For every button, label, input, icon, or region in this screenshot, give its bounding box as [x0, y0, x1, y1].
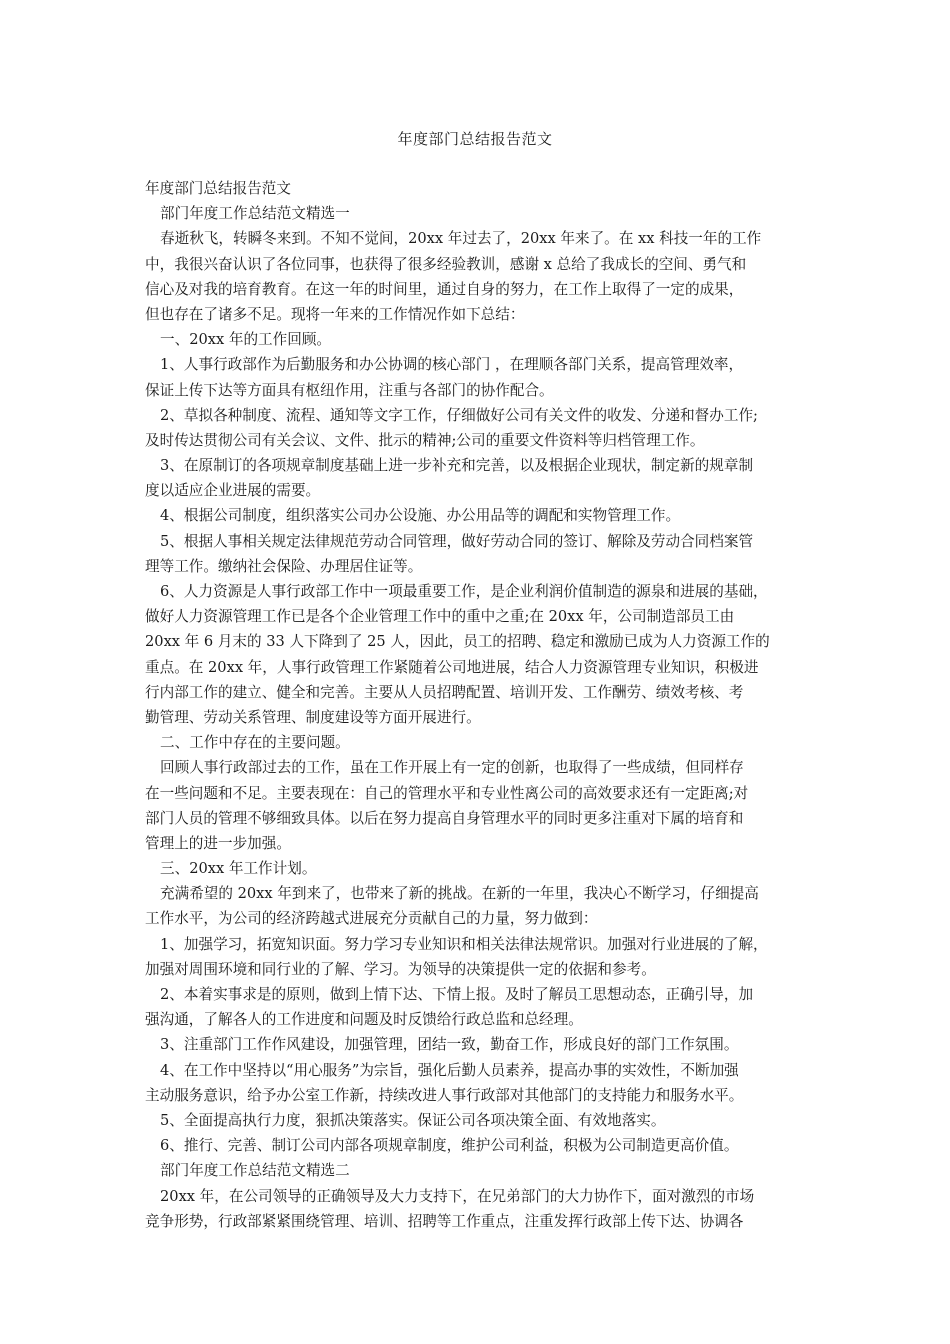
- paragraph-line: 强沟通，了解各人的工作进度和问题及时反馈给行政总监和总经理。: [145, 1011, 583, 1029]
- paragraph-line: 中，我很兴奋认识了各位同事，也获得了很多经验教训，感谢 x 总给了我成长的空间、勇气和: [145, 255, 747, 273]
- paragraph-line: 3、注重部门工作作风建设，加强管理，团结一致，勤奋工作，形成良好的部门工作氛围。: [160, 1036, 739, 1054]
- paragraph-line: 勤管理、劳动关系管理、制度建设等方面开展进行。: [145, 708, 481, 726]
- paragraph-line: 主动服务意识，给予办公室工作新，持续改进人事行政部对其他部门的支持能力和服务水平。: [145, 1086, 744, 1104]
- paragraph-line: 理等工作。缴纳社会保险、办理居住证等。: [145, 557, 423, 575]
- paragraph-line: 回顾人事行政部过去的工作，虽在工作开展上有一定的创新，也取得了一些成绩，但同样存: [160, 759, 744, 777]
- paragraph-line: 5、根据人事相关规定法律规范劳动合同管理，做好劳动合同的签订、解除及劳动合同档案管: [160, 532, 754, 550]
- paragraph-line: 1、人事行政部作为后勤服务和办公协调的核心部门 ，在理顺各部门关系，提高管理效率，: [160, 356, 744, 374]
- paragraph-line: 2、本着实事求是的原则，做到上情下达、下情上报。及时了解员工思想动态，正确引导，加: [160, 986, 754, 1003]
- paragraph-line: 4、根据公司制度，组织落实公司办公设施、办公用品等的调配和实物管理工作。: [160, 507, 681, 525]
- paragraph-line: 20xx 年，在公司领导的正确领导及大力支持下，在兄弟部门的大力协作下，面对激烈的市场: [160, 1187, 755, 1205]
- paragraph-line: 重点。在 20xx 年，人事行政管理工作紧随着公司地进展，结合人力资源管理专业知识，积极进: [145, 658, 759, 676]
- paragraph-line: 6、人力资源是人事行政部工作中一项最重要工作，是企业利润价值制造的源泉和进展的基础，: [160, 583, 768, 600]
- paragraph-line: 在一些问题和不足。主要表现在：自己的管理水平和专业性离公司的高效要求还有一定距离;对: [145, 784, 749, 802]
- paragraph-line: 加强对周围环境和同行业的了解、学习。为领导的决策提供一定的依据和参考。: [145, 960, 656, 978]
- paragraph-line: 二、工作中存在的主要问题。: [160, 734, 350, 752]
- paragraph-line: 部门年度工作总结范文精选二: [160, 1162, 350, 1180]
- paragraph-line: 部门年度工作总结范文精选一: [160, 205, 350, 223]
- paragraph-line: 行内部工作的建立、健全和完善。主要从人员招聘配置、培训开发、工作酬劳、绩效考核、考: [145, 683, 744, 701]
- paragraph-line: 年度部门总结报告范文: [145, 180, 291, 197]
- paragraph-line: 部门人员的管理不够细致具体。以后在努力提高自身管理水平的同时更多注重对下属的培育和: [145, 809, 744, 827]
- paragraph-line: 及时传达贯彻公司有关会议、文件、批示的精神;公司的重要文件资料等归档管理工作。: [145, 431, 705, 449]
- document-body: [145, 176, 810, 1234]
- paragraph-line: 2、草拟各种制度、流程、通知等文字工作，仔细做好公司有关文件的收发、分递和督办工作;: [160, 406, 758, 424]
- paragraph-line: 春逝秋飞，转瞬冬来到。不知不觉间，20xx 年过去了，20xx 年来了。在 xx 科技一年的工作: [160, 230, 762, 248]
- paragraph-line: 充满希望的 20xx 年到来了，也带来了新的挑战。在新的一年里，我决心不断学习，仔细提高: [160, 885, 759, 903]
- paragraph-line: 1、加强学习，拓宽知识面。努力学习专业知识和相关法律法规常识。加强对行业进展的了解，: [160, 935, 768, 953]
- paragraph-line: 做好人力资源管理工作已是各个企业管理工作中的重中之重;在 20xx 年，公司制造部员工由: [145, 608, 735, 626]
- paragraph-line: 6、推行、完善、制订公司内部各项规章制度，维护公司利益，积极为公司制造更高价值。: [160, 1137, 739, 1155]
- paragraph-line: 工作水平，为公司的经济跨越式进展充分贡献自己的力量，努力做到：: [145, 910, 598, 928]
- paragraph-line: 20xx 年 6 月末的 33 人下降到了 25 人，因此，员工的招聘、稳定和激励已成为人力资源工作的: [145, 633, 770, 651]
- paragraph-line: 竞争形势，行政部紧紧围绕管理、培训、招聘等工作重点，注重发挥行政部上传下达、协调各: [145, 1212, 744, 1230]
- paragraph-line: 但也存在了诸多不足。现将一年来的工作情况作如下总结：: [145, 305, 525, 323]
- paragraph-line: 三、20xx 年工作计划。: [160, 860, 317, 878]
- paragraph-line: 管理上的进一步加强。: [145, 834, 291, 852]
- paragraph-line: 信心及对我的培育教育。在这一年的时间里，通过自身的努力，在工作上取得了一定的成果，: [145, 280, 744, 298]
- paragraph-line: 保证上传下达等方面具有枢纽作用，注重与各部门的协作配合。: [145, 381, 554, 399]
- paragraph-line: 3、在原制订的各项规章制度基础上进一步补充和完善，以及根据企业现状，制定新的规章制: [160, 457, 754, 475]
- paragraph-line: 度以适应企业进展的需要。: [145, 482, 321, 500]
- paragraph-line: 一、20xx 年的工作回顾。: [160, 331, 332, 349]
- page-title: 年度部门总结报告范文: [397, 130, 553, 148]
- paragraph-line: 4、在工作中坚持以“用心服务”为宗旨，强化后勤人员素养，提高办事的实效性，不断加强: [160, 1061, 739, 1079]
- paragraph-line: 5、全面提高执行力度，狠抓决策落实。保证公司各项决策全面、有效地落实。: [160, 1111, 666, 1129]
